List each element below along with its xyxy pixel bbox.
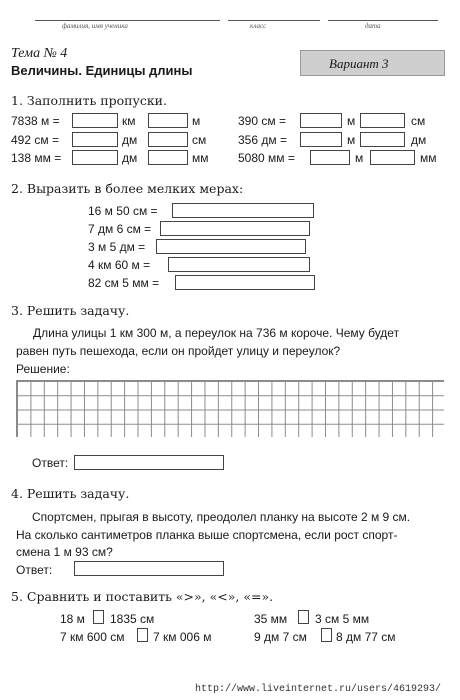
conversion-expr: 4 км 60 м = (88, 258, 151, 272)
student-name-line[interactable] (35, 20, 220, 21)
task5-heading: 5. Сравнить и поставить «>», «<», «=». (11, 589, 274, 604)
compare-right: 3 см 5 мм (315, 612, 370, 626)
answer-box[interactable] (72, 113, 118, 128)
class-line[interactable] (228, 20, 320, 21)
unit-label: мм (420, 151, 437, 165)
answer-box[interactable] (72, 150, 118, 165)
answer-box[interactable] (168, 257, 310, 272)
answer-label: Ответ: (16, 563, 53, 577)
source-url: http://www.liveinternet.ru/users/4619293/ (195, 684, 442, 695)
task1-right-expr: 390 см = (238, 114, 286, 128)
solution-label: Решение: (16, 362, 70, 376)
answer-box[interactable] (360, 132, 405, 147)
task1-right-expr: 356 дм = (238, 133, 287, 147)
task1-left-expr: 7838 м = (11, 114, 60, 128)
task4-text: Спортсмен, прыгая в высоту, преодолел планку на высоте 2 м 9 см. (32, 510, 411, 524)
student-name-label: фамилия, имя ученика (62, 22, 128, 30)
task3-heading: 3. Решить задачу. (11, 303, 130, 318)
task2-heading: 2. Выразить в более мелких мерах: (11, 181, 244, 196)
conversion-expr: 82 см 5 мм = (88, 276, 160, 290)
compare-left: 35 мм (254, 612, 288, 626)
answer-box[interactable] (74, 561, 224, 576)
task3-text: равен путь пешехода, если он пройдет улицу и переулок? (16, 344, 341, 358)
task1-left-expr: 492 см = (11, 133, 59, 147)
compare-right: 1835 см (110, 612, 155, 626)
unit-label: мм (192, 151, 209, 165)
answer-box[interactable] (72, 132, 118, 147)
date-label: дата (365, 22, 381, 30)
task4-text: На сколько сантиметров планка выше спортсмена, если рост спорт- (16, 528, 398, 542)
unit-label: м (192, 114, 201, 128)
answer-box[interactable] (74, 455, 224, 470)
answer-box[interactable] (160, 221, 310, 236)
answer-box[interactable] (370, 150, 415, 165)
unit-label: дм (122, 151, 138, 165)
answer-label: Ответ: (32, 456, 69, 470)
variant-badge (300, 50, 445, 76)
compare-sign-box[interactable] (93, 610, 104, 624)
compare-left: 18 м (60, 612, 85, 626)
date-line[interactable] (328, 20, 438, 21)
compare-right: 8 дм 77 см (336, 630, 396, 644)
task1-left-expr: 138 мм = (11, 151, 62, 165)
solution-grid[interactable] (16, 380, 444, 437)
task4-text: смена 1 м 93 см? (16, 545, 113, 559)
compare-left: 7 км 600 см (60, 630, 125, 644)
compare-sign-box[interactable] (298, 610, 309, 624)
unit-label: см (411, 114, 426, 128)
task3-text: Длина улицы 1 км 300 м, а переулок на 736 м короче. Чему будет (33, 326, 400, 340)
unit-label: дм (122, 133, 138, 147)
variant-label: Вариант 3 (329, 56, 389, 71)
task1-heading: 1. Заполнить пропуски. (11, 93, 167, 108)
answer-box[interactable] (148, 132, 188, 147)
conversion-expr: 7 дм 6 см = (88, 222, 152, 236)
answer-box[interactable] (175, 275, 315, 290)
answer-box[interactable] (148, 113, 188, 128)
conversion-expr: 16 м 50 см = (88, 204, 158, 218)
answer-box[interactable] (300, 113, 342, 128)
task4-heading: 4. Решить задачу. (11, 486, 130, 501)
topic-heading: Тема № 4 (11, 46, 68, 61)
compare-sign-box[interactable] (137, 628, 148, 642)
class-label: класс (250, 22, 267, 30)
unit-label: км (122, 114, 136, 128)
unit-label: м (347, 114, 356, 128)
answer-box[interactable] (360, 113, 405, 128)
unit-label: м (355, 151, 364, 165)
unit-label: дм (411, 133, 427, 147)
answer-box[interactable] (148, 150, 188, 165)
conversion-expr: 3 м 5 дм = (88, 240, 146, 254)
compare-right: 7 км 006 м (153, 630, 212, 644)
page-title: Величины. Единицы длины (11, 63, 193, 78)
answer-box[interactable] (156, 239, 306, 254)
unit-label: см (192, 133, 207, 147)
compare-sign-box[interactable] (321, 628, 332, 642)
compare-left: 9 дм 7 см (254, 630, 307, 644)
answer-box[interactable] (300, 132, 342, 147)
answer-box[interactable] (310, 150, 350, 165)
unit-label: м (347, 133, 356, 147)
task1-right-expr: 5080 мм = (238, 151, 295, 165)
answer-box[interactable] (172, 203, 314, 218)
